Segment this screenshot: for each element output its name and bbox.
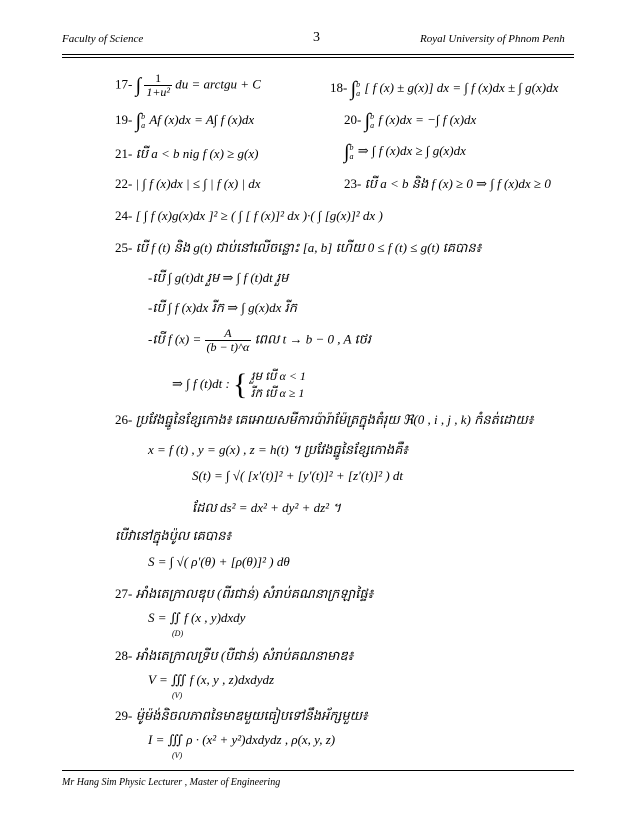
case-text: ពេល t → b − 0 , A ថេរ: [254, 331, 371, 347]
domain-label: (V): [172, 691, 183, 700]
item-26-differential: [192, 500, 341, 516]
equation-text: I = ∭ ρ · (x² + y²)dxdydz , ρ(x, y, z): [148, 732, 336, 747]
header-rule-double: [62, 57, 574, 58]
formula-text: [ f (x) ± g(x)] dx = ∫ f (x)dx ± ∫ g(x)dx: [364, 80, 559, 95]
header-faculty: Faculty of Science: [62, 33, 144, 45]
equation-text: S(t) = ∫ √( [x′(t)]² + [y′(t)]² + [z′(t)]² ) dt: [192, 468, 404, 483]
equation-text: x = f (t) , y = g(x) , z = h(t) ។ ប្រវែងធ្នូនៃខ្សែកោងគឺ៖: [148, 442, 409, 457]
formula-text: [ ∫ f (x)g(x)dx ]² ≥ ( ∫ [ f (x)]² dx )·( ∫ [g(x)]² dx ): [135, 208, 383, 223]
item-number: 25-: [115, 240, 133, 255]
item-26-polar: [148, 554, 290, 570]
item-number: 21-: [115, 146, 133, 161]
formula-20: 20- ∫b a f (x)dx = −∫ f (x)dx: [344, 110, 477, 132]
item-25-case-c: [148, 327, 371, 354]
domain-V: [172, 688, 182, 704]
item-28-formula: [148, 672, 274, 688]
item-number: 23-: [344, 176, 362, 191]
statement-text: បើវានៅក្នុងប៉ូល គេបាន៖: [115, 528, 232, 543]
item-27-statement: [115, 586, 373, 602]
footer-rule: [62, 770, 574, 771]
statement-text: អាំងតេក្រាលឌុប (ពីរជាន់) សំរាប់គណនាក្រឡាផ្ទៃ៖: [135, 586, 374, 601]
item-number: 24-: [115, 208, 133, 223]
item-number: 22-: [115, 176, 133, 191]
case-converges: រួម បើ α < 1: [250, 369, 306, 383]
formula-text: ⇒ ∫ f (x)dx ≥ ∫ g(x)dx: [357, 143, 466, 158]
equation-text: S = ∫ √( ρ′(θ) + [ρ(θ)]² ) dθ: [148, 554, 290, 569]
domain-label: (V): [172, 751, 183, 760]
item-26-polar-statement: [115, 528, 231, 544]
case-diverges: រីក បើ α ≥ 1: [250, 386, 305, 400]
item-number: 26-: [115, 412, 133, 427]
formula-text: | ∫ f (x)dx | ≤ ∫ | f (x) | dx: [135, 176, 261, 191]
equation-text: V = ∭ f (x, y , z)dxdydz: [148, 672, 275, 687]
formula-23: [344, 176, 551, 192]
item-26-statement: [115, 412, 533, 428]
formula-text: f (x)dx = −∫ f (x)dx: [378, 112, 477, 127]
fraction-denominator: 1+u²: [146, 85, 171, 99]
item-26-param: [148, 442, 408, 458]
formula-18: 18- ∫b a [ f (x) ± g(x)] dx = ∫ f (x)dx ± ∫ g(x)dx: [330, 78, 559, 100]
item-25-case-a: [148, 270, 288, 286]
header-rule: [62, 54, 574, 55]
formula-text: du = arctgu + C: [175, 76, 261, 92]
footer-author: Mr Hang Sim Physic Lecturer , Master of Engineering: [62, 777, 281, 788]
statement-text: បើ f (t) និង g(t) ជាប់នៅលើចន្លោះ [a, b] ហើយ 0 ≤ f (t) ≤ g(t) គេបាន៖: [135, 240, 482, 255]
domain-D: [172, 626, 183, 642]
statement-text: អាំងតេក្រាលទ្រីប (បីជាន់) សំរាប់គណនាមាឌ៖: [135, 648, 354, 663]
item-number: 17-: [115, 76, 133, 92]
equation-text: S = ∬ f (x , y)dxdy: [148, 610, 246, 625]
equation-text: ដែល ds² = dx² + dy² + dz² ។: [192, 500, 341, 515]
item-29-statement: [115, 708, 368, 724]
item-number: 27-: [115, 586, 133, 601]
case-text: -បើ ∫ f (x)dx រីក ⇒ ∫ g(x)dx រីក: [148, 300, 297, 315]
fraction-denominator: (b − t)^α: [206, 340, 250, 354]
item-29-formula: [148, 732, 335, 748]
item-26-arc-length: [192, 468, 403, 484]
item-number: 20-: [344, 112, 362, 127]
item-number: 28-: [115, 648, 133, 663]
formula-text: បើ a < b និង f (x) ≥ 0 ⇒ ∫ f (x)dx ≥ 0: [364, 176, 551, 191]
statement-text: ម៉ូម៉ង់និចលភាពនៃមាឌមួយធៀបទៅនឹងអ័ក្សមួយ៖: [135, 708, 368, 723]
item-number: 18-: [330, 80, 348, 95]
fraction-numerator: A: [205, 327, 252, 341]
formula-17: 17- ∫ $\frac{1}{\text{1+u²}}$ du = arctgu + C: [115, 71, 261, 99]
item-25-conclusion: ⇒ ∫ f (t)dt : { រួម បើ α < 1 រីក បើ α ≥ 1: [172, 368, 306, 401]
formula-22: [115, 176, 261, 192]
item-number: 29-: [115, 708, 133, 723]
conclusion-text: ⇒ ∫ f (t)dt :: [172, 375, 230, 391]
case-text: -បើ ∫ g(t)dt រួម ⇒ ∫ f (t)dt រួម: [148, 270, 289, 285]
item-number: 19-: [115, 112, 133, 127]
item-27-formula: [148, 610, 245, 626]
item-25-statement: [115, 240, 481, 256]
formula-19: 19- ∫b a Af (x)dx = A∫ f (x)dx: [115, 110, 255, 132]
formula-text: Af (x)dx = A∫ f (x)dx: [149, 112, 255, 127]
fraction-numerator: 1: [144, 72, 172, 86]
domain-V2: [172, 748, 182, 764]
formula-24: [115, 208, 383, 224]
case-text: -បើ f (x) =: [148, 331, 205, 347]
item-28-statement: [115, 648, 353, 664]
item-25-case-b: [148, 300, 297, 316]
statement-text: ប្រវែងធ្នូនៃខ្សែកោង៖ គេអោយសមីការប៉ារ៉ាម៉ែត្រក្នុងតំរុយ ℜ(0 , i , j , k) កំនត់ដោយ៖: [135, 412, 534, 427]
formula-21-condition: [115, 146, 258, 162]
header-university: Royal University of Phnom Penh: [420, 33, 565, 45]
formula-21-result: ∫b a ⇒ ∫ f (x)dx ≥ ∫ g(x)dx: [344, 141, 466, 163]
condition-text: បើ a < b nig f (x) ≥ g(x): [135, 146, 259, 161]
page-number: 3: [313, 30, 320, 45]
domain-label: (D): [172, 629, 184, 638]
